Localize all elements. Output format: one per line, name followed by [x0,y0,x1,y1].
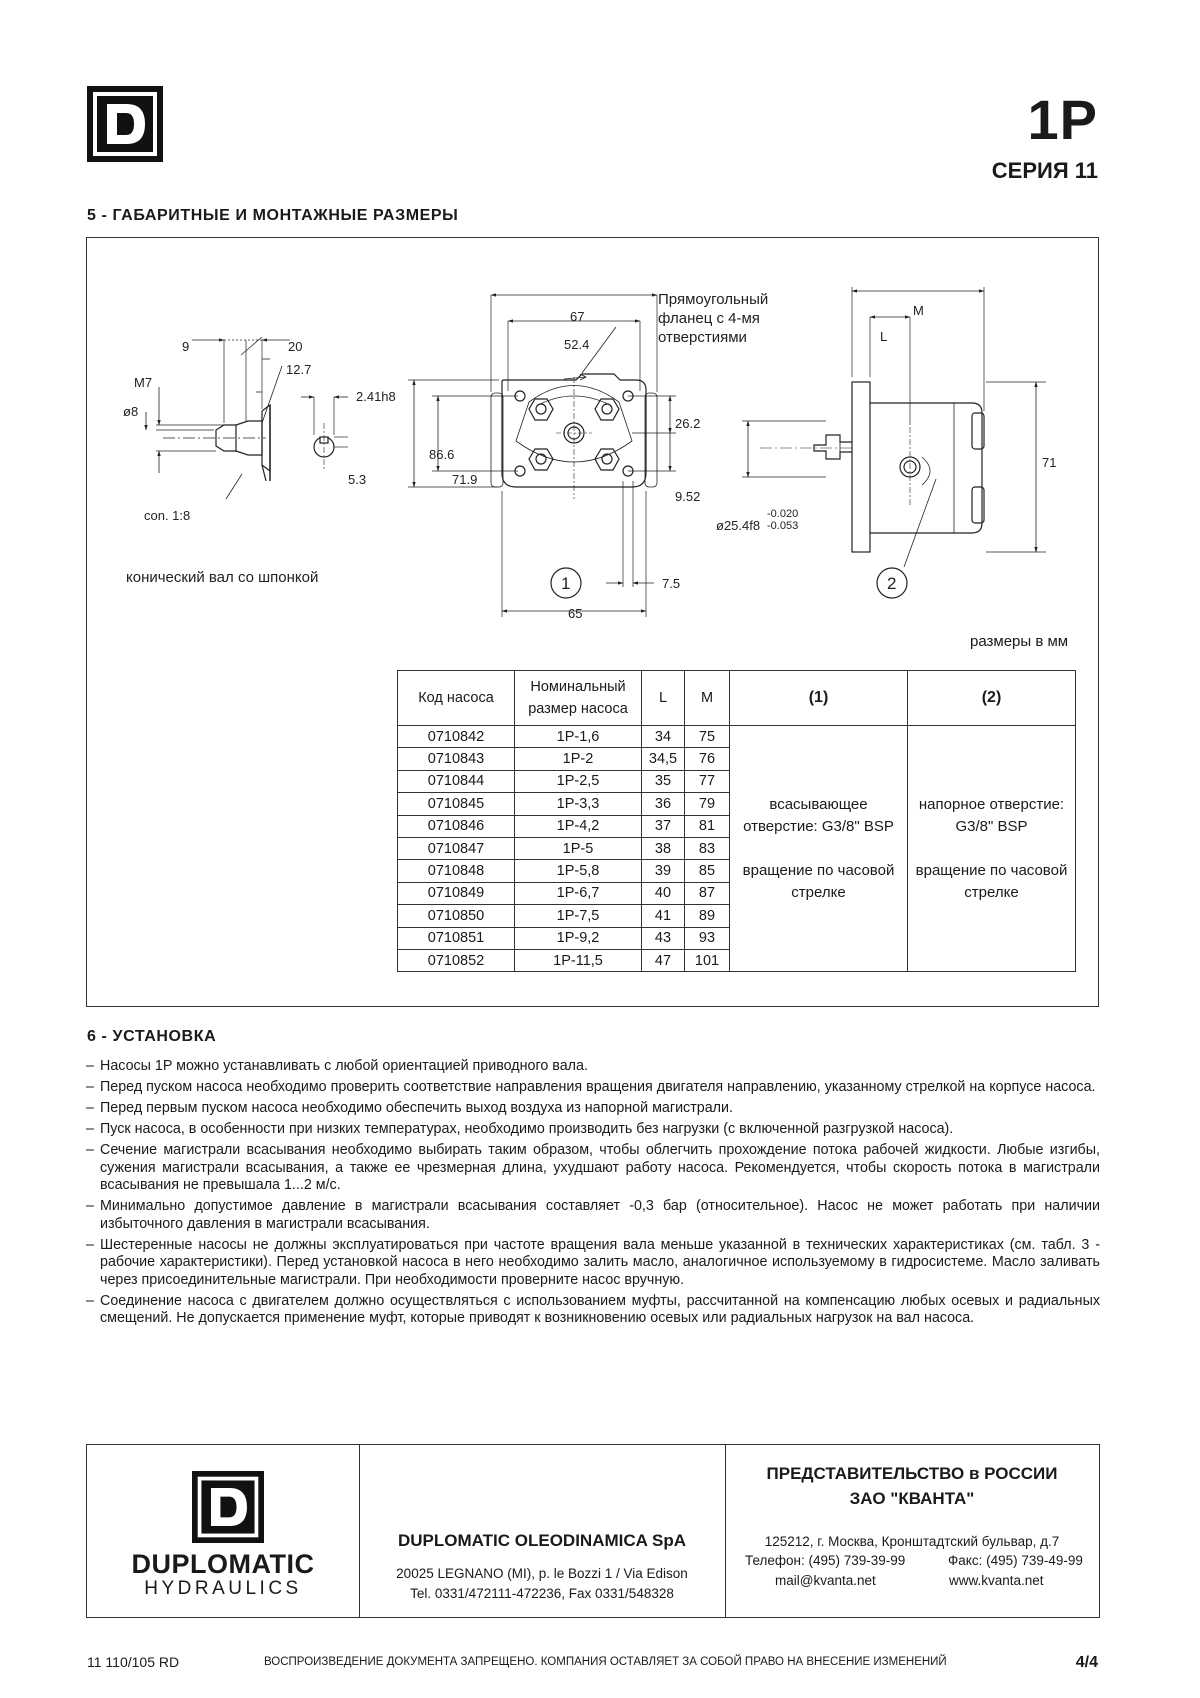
dim-9-52: 9.52 [675,489,701,504]
cell-l: 40 [642,882,685,904]
dim-7-5: 7.5 [662,576,681,591]
section-5-title: 5 - ГАБАРИТНЫЕ И МОНТАЖНЫЕ РАЗМЕРЫ [87,207,459,224]
header-nominal-line1: Номинальный [530,679,626,695]
tol-lower: -0.053 [767,520,799,532]
rep-title-line2: ЗАО "КВАНТА" [849,1489,975,1508]
cell-size: 1P-2 [515,748,642,770]
dim-12-7: 12.7 [286,362,312,377]
company-contacts [359,1564,725,1604]
flange-label-line1: Прямоугольный [658,291,769,308]
table-row [398,726,1076,748]
section-6-title: 6 - УСТАНОВКА [87,1028,217,1045]
col1-line1: всасывающее [769,795,868,813]
cell-l: 39 [642,860,685,882]
cell-code: 0710846 [398,815,515,837]
list-dash: – [86,1058,94,1074]
dim-9: 9 [182,339,190,354]
list-item [86,1237,1100,1290]
cell-m: 93 [685,927,730,949]
col2-line3: вращение по часовой [915,861,1068,879]
doc-code: 11 110/105 RD [87,1654,180,1670]
table-header-row [398,671,1076,726]
copyright-notice: ВОСПРОИЗВЕДЕНИЕ ДОКУМЕНТА ЗАПРЕЩЕНО. КОМПАНИЯ ОСТАВЛЯЕТ ЗА СОБОЙ ПРАВО НА ВНЕСЕНИЕ ИЗМЕНЕНИЙ [264,1656,947,1668]
list-item [86,1121,1100,1139]
dim-65: 65 [568,606,583,621]
cell-code: 0710851 [398,927,515,949]
list-item-text: Насосы 1P можно устанавливать с любой ориентацией приводного вала. [100,1058,588,1074]
dim-o8: ø8 [123,404,139,419]
brand-subtitle: HYDRAULICS [144,1578,302,1599]
cell-m: 79 [685,793,730,815]
dim-l: L [880,329,888,344]
technical-drawing [86,237,1099,647]
callout-2: 2 [887,574,897,593]
cell-code: 0710843 [398,748,515,770]
shaft-caption: конический вал со шпонкой [126,569,319,586]
cell-code: 0710849 [398,882,515,904]
cell-code: 0710850 [398,905,515,927]
dim-m: M [913,303,924,318]
company-phone: Tel. 0331/472111-472236, Fax 0331/548328 [410,1586,674,1601]
units-note: размеры в мм [970,633,1069,650]
cell-size: 1P-6,7 [515,882,642,904]
dim-71: 71 [1042,455,1057,470]
brand-name: DUPLOMATIC [131,1549,315,1579]
col1-line2: отверстие: G3/8" BSP [743,817,894,835]
list-item [86,1142,1100,1195]
rep-phone: Телефон: (495) 739-39-99 [745,1553,906,1568]
list-item-text: Шестеренные насосы не должны эксплуатироваться при частоте вращения вала меньше указанной в технических характеристиках (см. табл. 3 - рабочие характеристики). Перед установкой насоса в него необходимо залить масло, аналогичное используемому в гидросистеме. Масло заливать через присоединительные магистрали. При необходимости проверните насос вручную. [100,1236,1100,1288]
cell-size: 1P-1,6 [515,726,642,748]
installation-list [86,1058,1100,1331]
list-dash: – [86,1236,94,1253]
rep-email[interactable]: mail@kvanta.net [775,1573,876,1588]
cell-l: 34 [642,726,685,748]
rep-website[interactable]: www.kvanta.net [949,1573,1044,1588]
col2-line4: стрелке [964,883,1019,901]
list-item [86,1100,1100,1118]
cell-l: 47 [642,949,685,971]
side-view-drawing [742,287,1046,598]
cell-size: 1P-4,2 [515,815,642,837]
col1-line3: вращение по часовой [742,861,895,879]
company-name: DUPLOMATIC OLEODINAMICA SpA [397,1531,687,1550]
list-item-text: Соединение насоса с двигателем должно осуществляться с использованием муфты, рассчитанной на компенсацию любых осевых и радиальных смещений. Не допускается применение муфт, которые приводят к возникновению осевых или радиальных нагрузок на вал насоса. [100,1292,1100,1326]
rep-title-line1: ПРЕДСТАВИТЕЛЬСТВО в РОССИИ [766,1464,1058,1483]
list-dash: – [86,1292,94,1309]
list-item-text: Перед первым пуском насоса необходимо обеспечить выход воздуха из напорной магистрали. [100,1100,733,1116]
duplomatic-logo-icon [87,86,163,162]
list-item-text: Перед пуском насоса необходимо проверить соответствие направления вращения двигателя направлению, указанному стрелкой на корпусе насоса. [100,1079,1096,1095]
dim-o25-4f8: ø25.4f8 [716,518,761,533]
list-dash: – [86,1079,94,1095]
list-item-text: Минимально допустимое давление в магистрали всасывания составляет -0,3 бар (относительное). Насос не может работать при наличии избыточного давления в магистрали всасывания. [100,1198,1100,1232]
cell-l: 41 [642,905,685,927]
flange-label-line3: отверстиями [658,329,747,346]
header-m: M [685,671,730,726]
cell-m: 89 [685,905,730,927]
list-item [86,1079,1100,1097]
company-address: 20025 LEGNANO (MI), p. le Bozzi 1 / Via Edison [396,1566,688,1581]
cell-code: 0710842 [398,726,515,748]
cell-code: 0710845 [398,793,515,815]
cell-l: 35 [642,770,685,792]
header-code: Код насоса [398,671,515,726]
series-label: СЕРИЯ 11 [991,158,1098,183]
list-dash: – [86,1198,94,1214]
list-item-text: Сечение магистрали всасывания необходимо выбирать таким образом, чтобы облегчить прохождение потока рабочей жидкости. Любые изгибы, сужения магистрали всасывания, а также ее чрезмерная длина, ухудшают работу насоса. Рекомендуется, чтобы скорость потока в магистрали всасывания не превышала 1...2 м/с. [100,1142,1100,1193]
cell-m: 81 [685,815,730,837]
cell-m: 77 [685,770,730,792]
dim-m7: M7 [134,375,153,390]
list-item [86,1198,1100,1233]
cell-size: 1P-11,5 [515,949,642,971]
header-col1: (1) [730,671,908,726]
cell-l: 43 [642,927,685,949]
dim-20: 20 [288,339,303,354]
cell-size: 1P-3,3 [515,793,642,815]
col2-line1: напорное отверстие: [918,795,1065,813]
col1-line4: стрелке [791,883,846,901]
header-l: L [642,671,685,726]
flange-label-line2: фланец с 4-мя [658,310,760,327]
cell-col1-merged [730,726,908,972]
cell-size: 1P-5 [515,837,642,859]
list-dash: – [86,1100,94,1116]
dim-2-41h8: 2.41h8 [356,389,396,404]
cell-code: 0710847 [398,837,515,859]
cell-m: 75 [685,726,730,748]
rep-fax: Факс: (495) 739-49-99 [948,1553,1083,1568]
dim-5-3: 5.3 [348,472,367,487]
cell-code: 0710848 [398,860,515,882]
representative-title [725,1461,1099,1511]
cell-l: 34,5 [642,748,685,770]
header-nominal-line2: размер насоса [528,701,628,717]
list-item-text: Пуск насоса, в особенности при низких температурах, необходимо производить без нагрузки (с включенной разгрузкой насоса). [100,1121,954,1137]
cell-l: 38 [642,837,685,859]
dim-52-4: 52.4 [564,337,590,352]
pump-table [397,670,1076,972]
cell-l: 37 [642,815,685,837]
col2-line2: G3/8" BSP [955,817,1028,835]
header-col2: (2) [908,671,1076,726]
tol-upper: -0.020 [767,508,799,520]
list-dash: – [86,1142,94,1158]
cell-size: 1P-2,5 [515,770,642,792]
dim-26-2: 26.2 [675,416,701,431]
cell-code: 0710852 [398,949,515,971]
list-item [86,1293,1100,1328]
dim-86-6: 86.6 [429,447,455,462]
list-item [86,1058,1100,1076]
rep-address: 125212, г. Москва, Кронштадтский бульвар, д.7 [764,1534,1060,1549]
footer-box [86,1444,1100,1618]
list-dash: – [86,1121,94,1137]
dim-67: 67 [570,309,585,324]
cell-size: 1P-5,8 [515,860,642,882]
page-number: 4/4 [1075,1654,1098,1671]
cell-m: 85 [685,860,730,882]
dim-71-9: 71.9 [452,472,478,487]
cell-m: 76 [685,748,730,770]
cell-m: 87 [685,882,730,904]
cell-m: 101 [685,949,730,971]
cell-m: 83 [685,837,730,859]
dim-taper: con. 1:8 [144,508,191,523]
shaft-drawing [146,337,348,499]
cell-size: 1P-7,5 [515,905,642,927]
header-nominal [515,671,642,726]
cell-size: 1P-9,2 [515,927,642,949]
callout-1: 1 [561,574,571,593]
model-title: 1P [1027,88,1098,151]
cell-code: 0710844 [398,770,515,792]
duplomatic-logo-icon [192,1469,264,1545]
cell-col2-merged [908,726,1076,972]
cell-l: 36 [642,793,685,815]
